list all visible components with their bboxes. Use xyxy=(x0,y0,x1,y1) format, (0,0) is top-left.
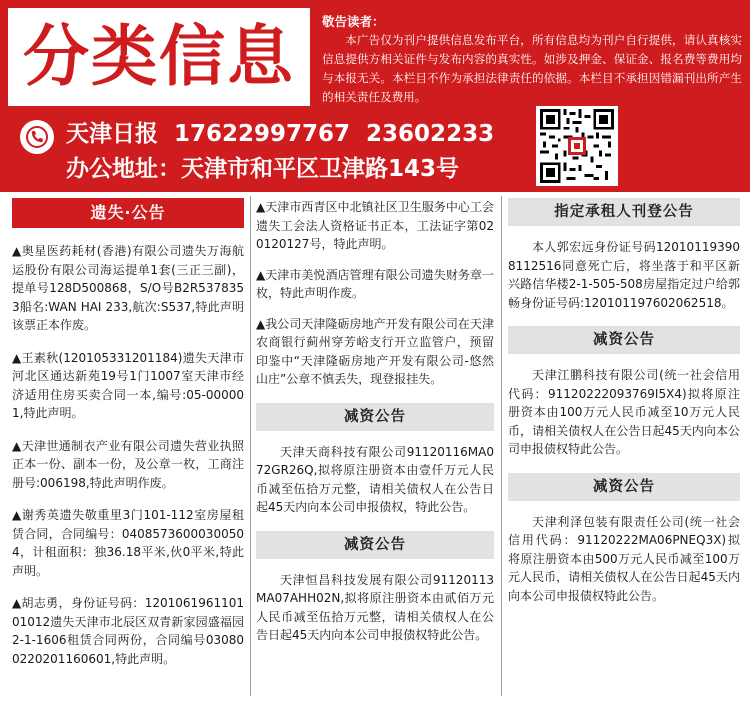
paper-name: 天津日报 xyxy=(66,121,158,147)
section-banner-lost: 遗失·公告 xyxy=(12,198,244,228)
contact-line xyxy=(66,116,510,152)
phone-number-1[interactable]: 17622997767 xyxy=(174,121,351,147)
notice-item: ▲天津世通制衣产业有限公司遗失营业执照正本一份、副本一份，及公章一枚，工商注册号:006198,特此声明作废。 xyxy=(12,438,244,490)
column-divider xyxy=(250,196,251,696)
qr-code[interactable] xyxy=(536,106,618,186)
header-banner xyxy=(0,0,750,192)
notice-item: 天津利泽包装有限责任公司(统一社会信用代码：91120222MA06PNEQ3X)拟将原注册资本由500万元人民币减至100万元人民币，请相关债权人在公告日起45天内向本公司申报债权特此公告。 xyxy=(508,514,740,603)
page-title: 分类信息 xyxy=(23,18,295,95)
phone-icon xyxy=(20,120,54,154)
notice-item: ▲王素秋(120105331201184)遗失天津市河北区通达新苑19号1门1007室天津市经济适用住房买卖合同一本,编号:05-000001,特此声明。 xyxy=(12,350,244,420)
section-banner-capital-reduction: 减资公告 xyxy=(508,473,740,501)
section-banner-designated-tenant: 指定承租人刊登公告 xyxy=(508,198,740,226)
reader-notice xyxy=(322,12,742,107)
notice-item: ▲天津市美悦酒店管理有限公司遗失财务章一枚，特此声明作废。 xyxy=(256,267,494,300)
office-address: 办公地址：天津市和平区卫津路143号 xyxy=(66,156,460,182)
notice-item: 天津江鹏科技有限公司(统一社会信用代码：91120222093769I5X4)拟将原注册资本由100万元人民币减至10万元人民币，请相关债权人在公告日起45天内向本公司申报债权特此公告。 xyxy=(508,368,740,456)
notice-item: ▲谢秀英遗失敬重里3门101-112室房屋租赁合同，合同编号：04085736000300504，计租面积：独36.18平米,伙0平米,特此声明。 xyxy=(12,508,244,578)
section-banner-capital-reduction: 减资公告 xyxy=(256,403,494,431)
notice-item: ▲我公司天津隆砺房地产开发有限公司在天津农商银行蓟州穿芳峪支行开立监管户，预留印鉴中“天津隆砺房地产开发有限公司-悠然山庄”公章不慎丢失，现登报挂失。 xyxy=(256,316,494,386)
notice-item: 天津恒昌科技发展有限公司91120113MA07AHH02N,拟将原注册资本由贰佰万元人民币减至伍拾万元整，请相关债权人在公告日起45天内向本公司申报债权特此公告。 xyxy=(256,572,494,642)
column-middle xyxy=(256,198,494,645)
notice-item: 本人郭宏远身份证号码120101193908112516同意死亡后，将坐落于和平区新兴路信华楼2-1-505-508房屋指定过户给郭畅身份证号码:120101197602062518。 xyxy=(508,240,740,310)
column-divider xyxy=(501,196,502,696)
section-banner-capital-reduction: 减资公告 xyxy=(256,531,494,559)
title-box xyxy=(8,8,310,106)
phone-number-2[interactable]: 23602233 xyxy=(366,121,495,147)
notice-body: 本广告仅为刊户提供信息发布平台，所有信息均为刊户自行提供，请认真核实信息提供方相关证件与发布内容的真实性。如涉及押金、保证金、报名费等费用均与本报无关。本栏目不作为承担法律责任的依据。本栏目不承担因错漏刊出所产生的相关责任及费用。 xyxy=(322,33,742,104)
column-lost-notices xyxy=(12,198,244,668)
notice-item: ▲奥星医药耗材(香港)有限公司遗失万海航运股份有限公司海运提单1套(三正三副)，提单号128D500868，S/O号B2R5378353船名:WAN HAI 233,航次:S537,特此声明该票正本作废。 xyxy=(12,244,244,332)
notice-item: 天津天商科技有限公司91120116MA072GR26Q,拟将原注册资本由壹仟万元人民币减至伍拾万元整，请相关债权人在公告日起45天内向本公司申报债权，特此公告。 xyxy=(256,444,494,514)
notice-heading: 敬告读者： xyxy=(322,14,385,29)
section-banner-capital-reduction: 减资公告 xyxy=(508,326,740,354)
notice-item: ▲天津市西青区中北镇社区卫生服务中心工会遗失工会法人资格证书正本，工法证字第020120127号，特此声明。 xyxy=(256,200,494,251)
notice-item: ▲胡志勇，身份证号码：120106196110101012遗失天津市北辰区双青新家园盛福园2-1-1606租赁合同两份，合同编号030800220201160601,特此声明。 xyxy=(12,596,244,666)
column-right xyxy=(508,198,740,605)
